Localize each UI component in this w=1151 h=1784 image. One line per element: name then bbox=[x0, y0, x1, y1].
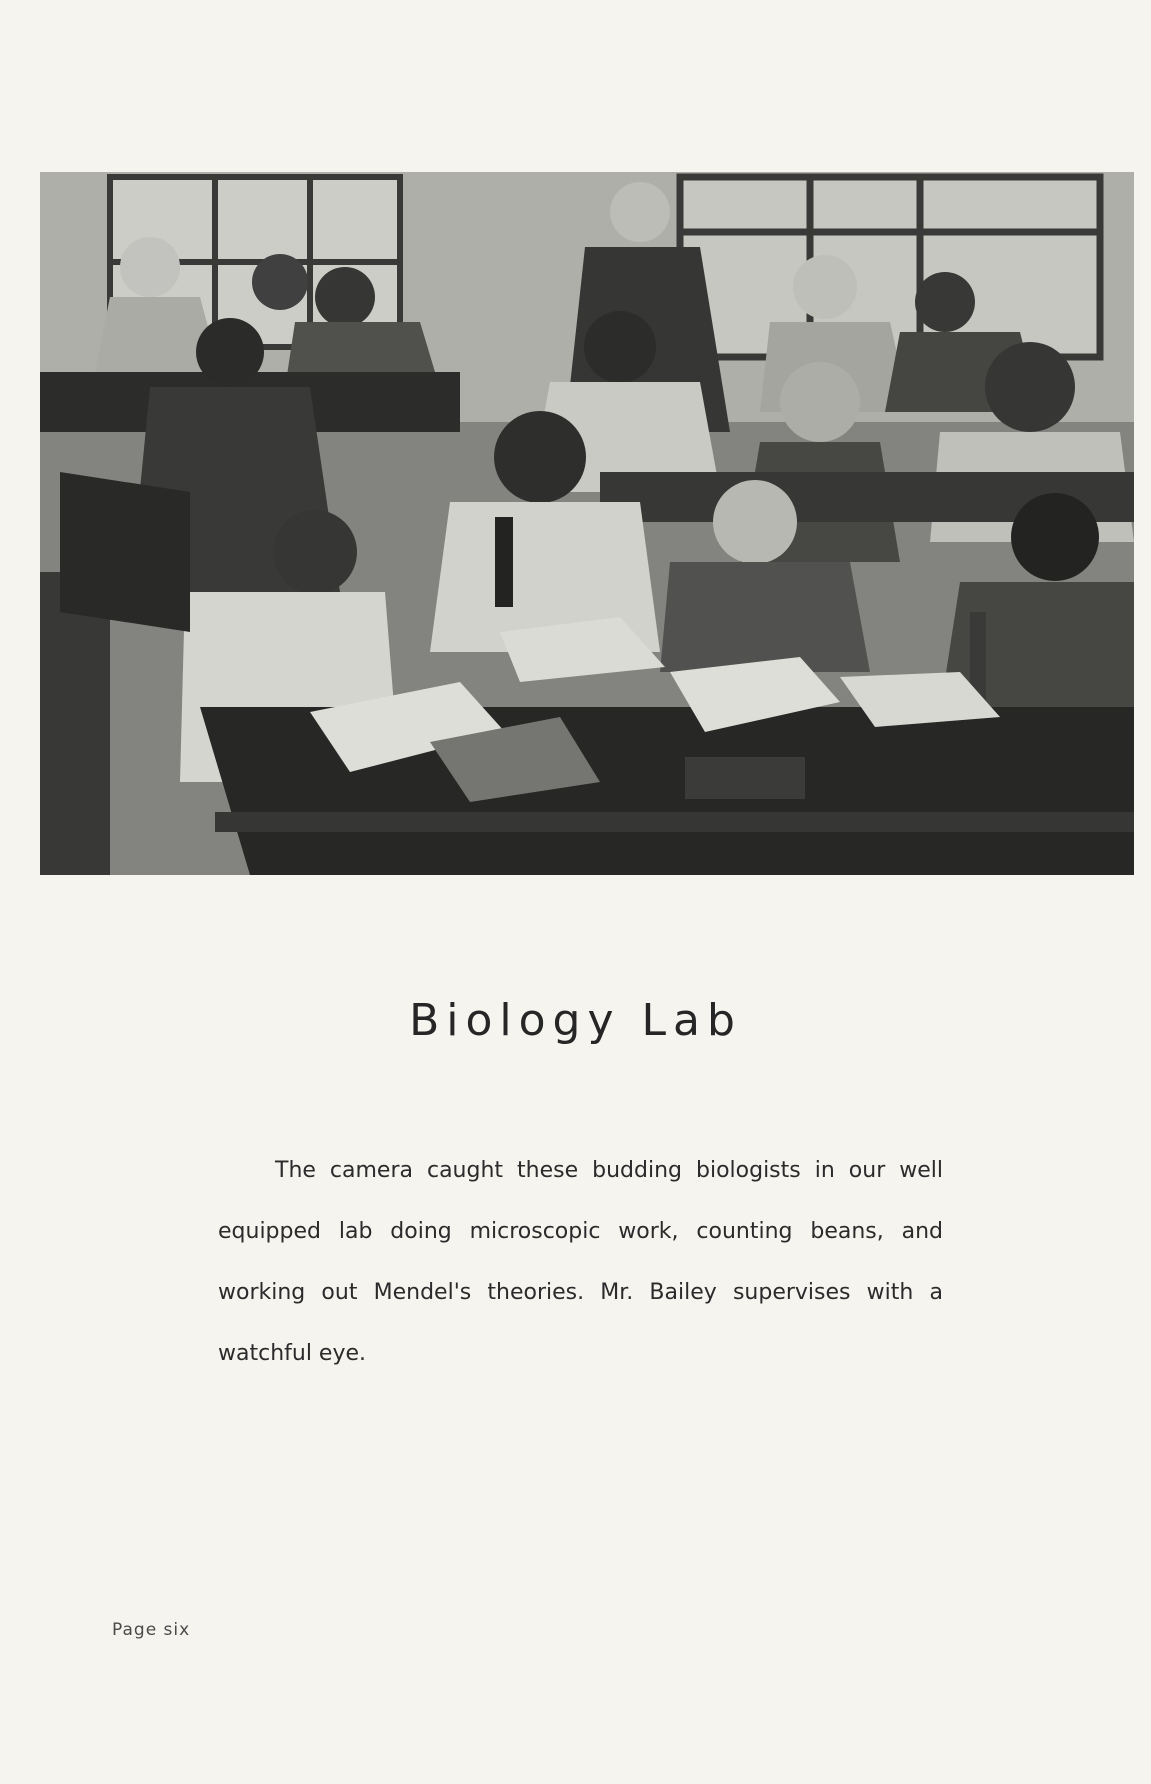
page-title: Biology Lab bbox=[409, 995, 742, 1046]
caption-paragraph: The camera caught these budding biologists in our well equipped lab doing microscopic work, counting beans, and working out Mendel's theories. Mr. Bailey supervises with a watchful eye. bbox=[218, 1158, 943, 1366]
page-number-label: Page six bbox=[112, 1620, 191, 1640]
classroom-photo-illustration bbox=[40, 172, 1134, 875]
biology-lab-photo bbox=[40, 172, 1134, 875]
